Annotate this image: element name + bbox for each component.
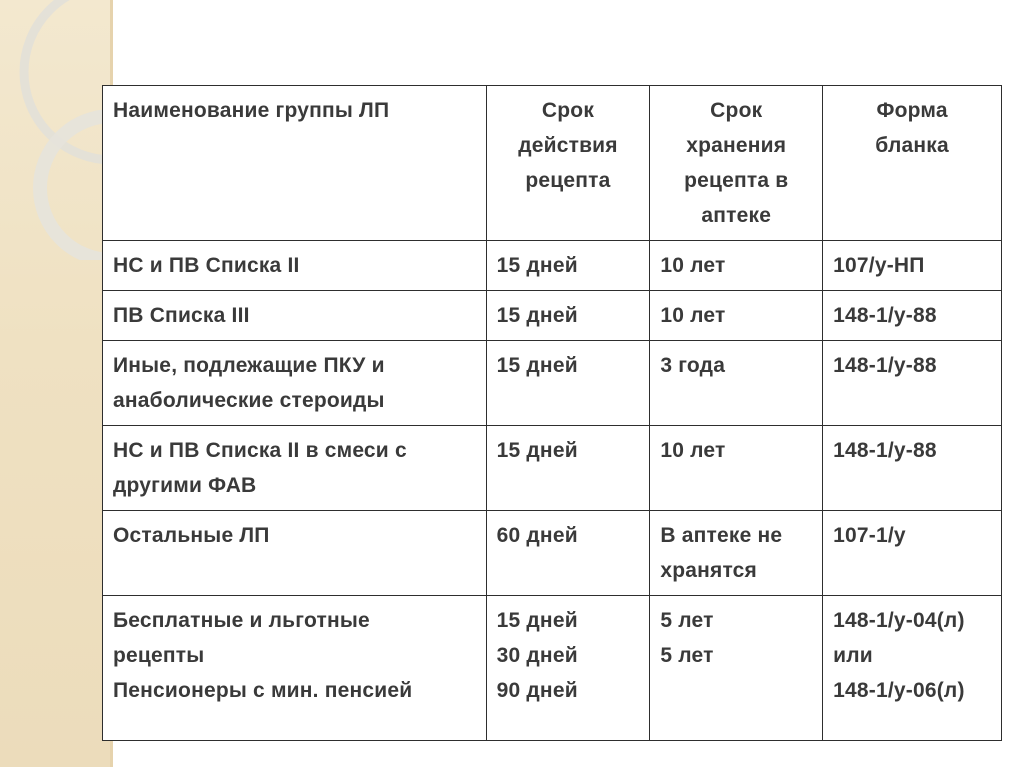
cell-group: ПВ Списка III <box>103 291 487 341</box>
cell-storage: 3 года <box>650 341 823 426</box>
table-row <box>103 291 1002 341</box>
cell-form: 148-1/у-04(л) или 148-1/у-06(л) <box>823 596 1002 741</box>
cell-form: 107-1/у <box>823 511 1002 596</box>
header-group-name: Наименование группы ЛП <box>103 86 487 241</box>
cell-validity: 15 дней <box>486 341 650 426</box>
table-row <box>103 511 1002 596</box>
table-row <box>103 341 1002 426</box>
cell-storage: 10 лет <box>650 241 823 291</box>
cell-group: Остальные ЛП <box>103 511 487 596</box>
cell-validity: 15 дней <box>486 241 650 291</box>
cell-group: Иные, подлежащие ПКУ и анаболические стероиды <box>103 341 487 426</box>
table-row <box>103 241 1002 291</box>
cell-form: 148-1/у-88 <box>823 291 1002 341</box>
header-storage: Срок хранения рецепта в аптеке <box>650 86 823 241</box>
cell-form: 107/у-НП <box>823 241 1002 291</box>
table-row <box>103 596 1002 741</box>
table-row <box>103 426 1002 511</box>
cell-validity: 15 дней <box>486 426 650 511</box>
cell-group: Бесплатные и льготные рецепты Пенсионеры с мин. пенсией <box>103 596 487 741</box>
table-header-row <box>103 86 1002 241</box>
cell-form: 148-1/у-88 <box>823 426 1002 511</box>
cell-validity: 60 дней <box>486 511 650 596</box>
cell-form: 148-1/у-88 <box>823 341 1002 426</box>
prescription-table <box>102 85 1002 741</box>
header-form: Форма бланка <box>823 86 1002 241</box>
cell-validity: 15 дней 30 дней 90 дней <box>486 596 650 741</box>
cell-group: НС и ПВ Списка II в смеси с другими ФАВ <box>103 426 487 511</box>
header-validity: Срок действия рецепта <box>486 86 650 241</box>
cell-group: НС и ПВ Списка II <box>103 241 487 291</box>
cell-storage: 10 лет <box>650 291 823 341</box>
cell-storage: В аптеке не хранятся <box>650 511 823 596</box>
cell-storage: 5 лет 5 лет <box>650 596 823 741</box>
cell-validity: 15 дней <box>486 291 650 341</box>
cell-storage: 10 лет <box>650 426 823 511</box>
